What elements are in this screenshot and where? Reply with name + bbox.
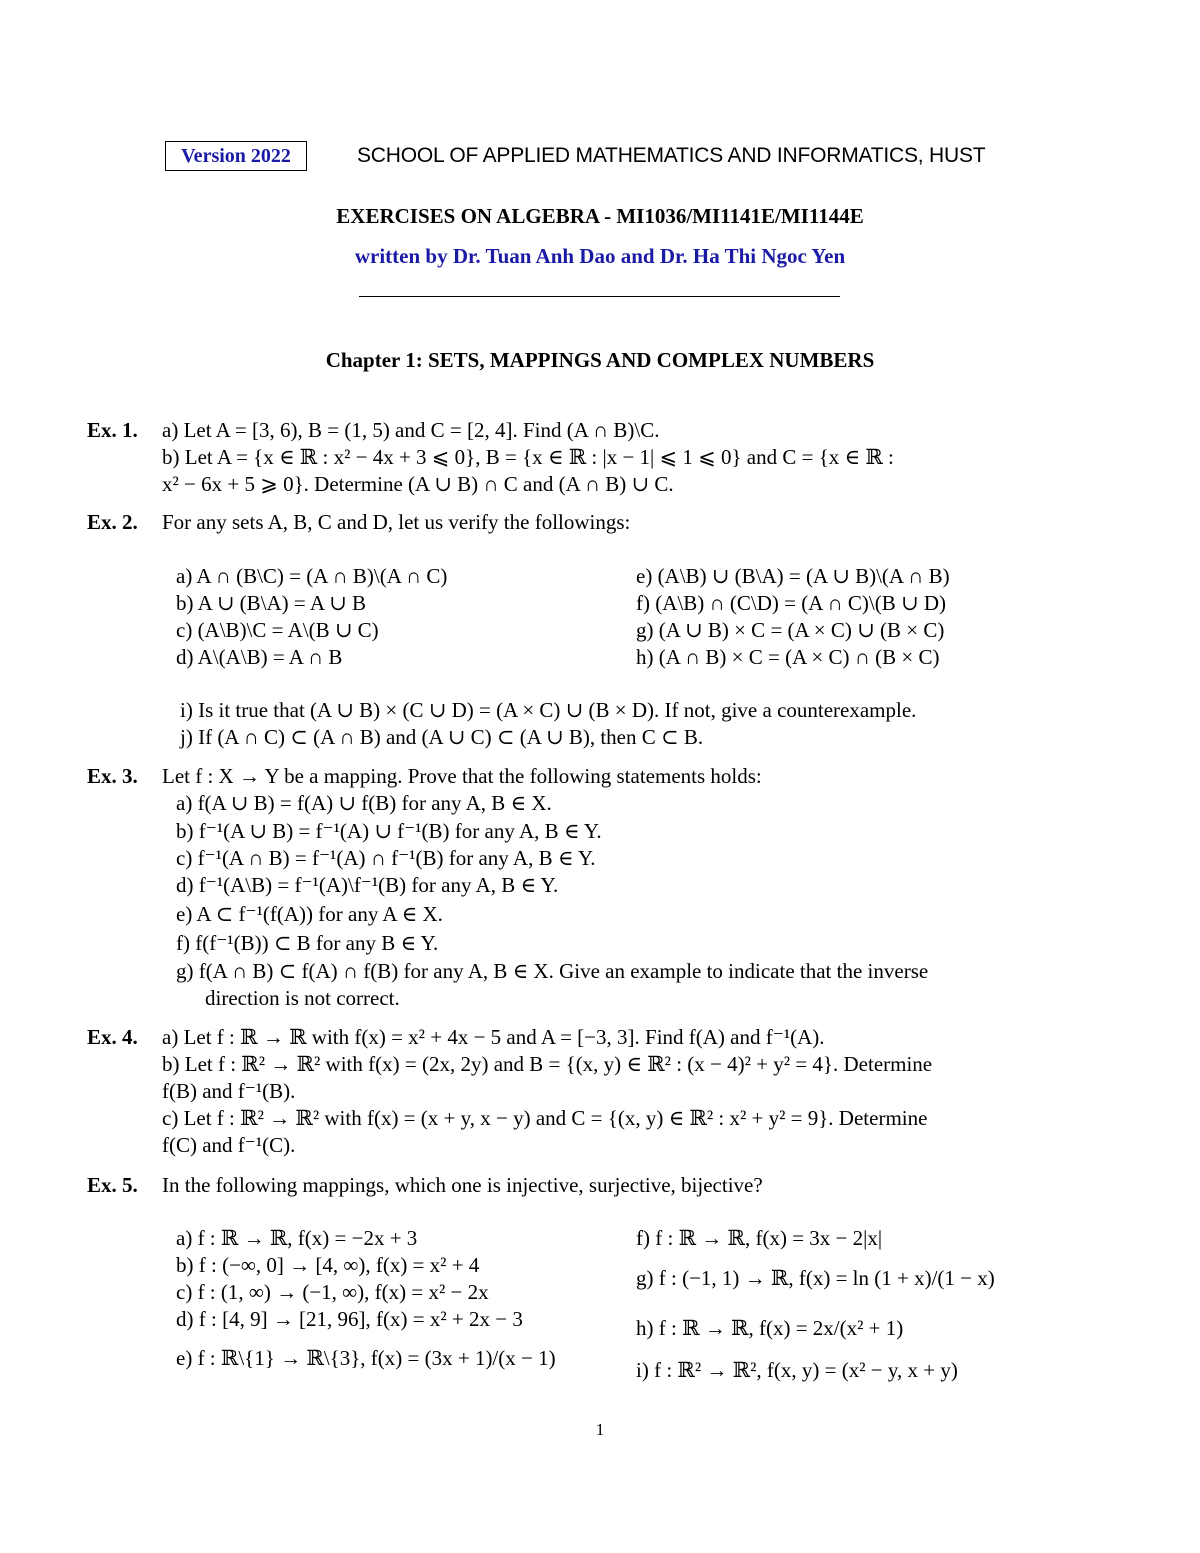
exercise-3-item: direction is not correct. xyxy=(205,986,400,1010)
exercise-1-line: a) Let A = [3, 6), B = (1, 5) and C = [2, 4]. Find (A ∩ B)\C. xyxy=(162,418,660,442)
exercise-5-item: f) f : ℝ → ℝ, f(x) = 3x − 2|x| xyxy=(636,1226,883,1250)
document-title: EXERCISES ON ALGEBRA - MI1036/MI1141E/MI1144E xyxy=(336,204,864,228)
exercise-4-line: c) Let f : ℝ² → ℝ² with f(x) = (x + y, x − y) and C = {(x, y) ∈ ℝ² : x² + y² = 9}. Determine xyxy=(162,1106,928,1130)
exercise-3-label: Ex. 3. xyxy=(87,764,138,788)
exercise-3-item: g) f(A ∩ B) ⊂ f(A) ∩ f(B) for any A, B ∈ X. Give an example to indicate that the inverse xyxy=(176,959,929,983)
exercise-3-intro: Let f : X → Y be a mapping. Prove that the following statements holds: xyxy=(162,764,762,788)
exercise-1-line: b) Let A = {x ∈ ℝ : x² − 4x + 3 ⩽ 0}, B = {x ∈ ℝ : |x − 1| ⩽ 1 ⩽ 0} and C = {x ∈ ℝ : xyxy=(162,445,894,469)
exercise-2-label: Ex. 2. xyxy=(87,510,138,534)
school-name: SCHOOL OF APPLIED MATHEMATICS AND INFORMATICS, HUST xyxy=(357,144,986,167)
exercise-2-item: b) A ∪ (B\A) = A ∪ B xyxy=(176,591,366,615)
exercise-2-item: g) (A ∪ B) × C = (A × C) ∪ (B × C) xyxy=(636,618,945,642)
exercise-2-item: j) If (A ∩ C) ⊂ (A ∩ B) and (A ∪ C) ⊂ (A ∪ B), then C ⊂ B. xyxy=(180,725,704,749)
exercise-5-item: g) f : (−1, 1) → ℝ, f(x) = ln (1 + x)/(1 − x) xyxy=(636,1266,995,1290)
exercise-2-item: h) (A ∩ B) × C = (A × C) ∩ (B × C) xyxy=(636,645,940,669)
version-badge: Version 2022 xyxy=(165,141,307,171)
exercise-3-item: e) A ⊂ f⁻¹(f(A)) for any A ∈ X. xyxy=(176,902,443,926)
exercise-5-item: d) f : [4, 9] → [21, 96], f(x) = x² + 2x − 3 xyxy=(176,1307,523,1331)
chapter-heading: Chapter 1: SETS, MAPPINGS AND COMPLEX NUMBERS xyxy=(325,348,875,372)
exercise-4-line: f(C) and f⁻¹(C). xyxy=(162,1133,296,1157)
authors-line: written by Dr. Tuan Anh Dao and Dr. Ha Thi Ngoc Yen xyxy=(354,244,846,268)
page-number: 1 xyxy=(595,1420,605,1439)
exercise-5-item: b) f : (−∞, 0] → [4, ∞), f(x) = x² + 4 xyxy=(176,1253,480,1277)
exercise-3-item: f) f(f⁻¹(B)) ⊂ B for any B ∈ Y. xyxy=(176,931,439,955)
exercise-3-item: d) f⁻¹(A\B) = f⁻¹(A)\f⁻¹(B) for any A, B ∈ Y. xyxy=(176,873,559,897)
exercise-2-item: a) A ∩ (B\C) = (A ∩ B)\(A ∩ C) xyxy=(176,564,448,588)
exercise-4-label: Ex. 4. xyxy=(87,1025,138,1049)
title-divider xyxy=(359,296,840,297)
exercise-5-item: h) f : ℝ → ℝ, f(x) = 2x/(x² + 1) xyxy=(636,1316,904,1340)
exercise-1-line: x² − 6x + 5 ⩾ 0}. Determine (A ∪ B) ∩ C and (A ∩ B) ∪ C. xyxy=(162,472,674,496)
exercise-3-item: b) f⁻¹(A ∪ B) = f⁻¹(A) ∪ f⁻¹(B) for any A, B ∈ Y. xyxy=(176,819,602,843)
exercise-5-item: c) f : (1, ∞) → (−1, ∞), f(x) = x² − 2x xyxy=(176,1280,489,1304)
exercise-5-item: e) f : ℝ\{1} → ℝ\{3}, f(x) = (3x + 1)/(x − 1) xyxy=(176,1346,556,1370)
exercise-2-item: d) A\(A\B) = A ∩ B xyxy=(176,645,343,669)
exercise-2-item: f) (A\B) ∩ (C\D) = (A ∩ C)\(B ∪ D) xyxy=(636,591,946,615)
exercise-2-item: e) (A\B) ∪ (B\A) = (A ∪ B)\(A ∩ B) xyxy=(636,564,950,588)
exercise-4-line: a) Let f : ℝ → ℝ with f(x) = x² + 4x − 5 and A = [−3, 3]. Find f(A) and f⁻¹(A). xyxy=(162,1025,825,1049)
exercise-5-item: i) f : ℝ² → ℝ², f(x, y) = (x² − y, x + y) xyxy=(636,1358,958,1382)
exercise-3-item: c) f⁻¹(A ∩ B) = f⁻¹(A) ∩ f⁻¹(B) for any A, B ∈ Y. xyxy=(176,846,596,870)
exercise-4-line: f(B) and f⁻¹(B). xyxy=(162,1079,296,1103)
exercise-5-intro: In the following mappings, which one is injective, surjective, bijective? xyxy=(162,1173,763,1197)
exercise-5-label: Ex. 5. xyxy=(87,1173,138,1197)
exercise-1-label: Ex. 1. xyxy=(87,418,138,442)
exercise-3-item: a) f(A ∪ B) = f(A) ∪ f(B) for any A, B ∈ X. xyxy=(176,791,552,815)
exercise-4-line: b) Let f : ℝ² → ℝ² with f(x) = (2x, 2y) and B = {(x, y) ∈ ℝ² : (x − 4)² + y² = 4}. Determine xyxy=(162,1052,933,1076)
exercise-2-item: i) Is it true that (A ∪ B) × (C ∪ D) = (A × C) ∪ (B × D). If not, give a counterexample. xyxy=(180,698,917,722)
exercise-2-intro: For any sets A, B, C and D, let us verify the followings: xyxy=(162,510,631,534)
exercise-2-item: c) (A\B)\C = A\(B ∪ C) xyxy=(176,618,379,642)
exercise-5-item: a) f : ℝ → ℝ, f(x) = −2x + 3 xyxy=(176,1226,418,1250)
